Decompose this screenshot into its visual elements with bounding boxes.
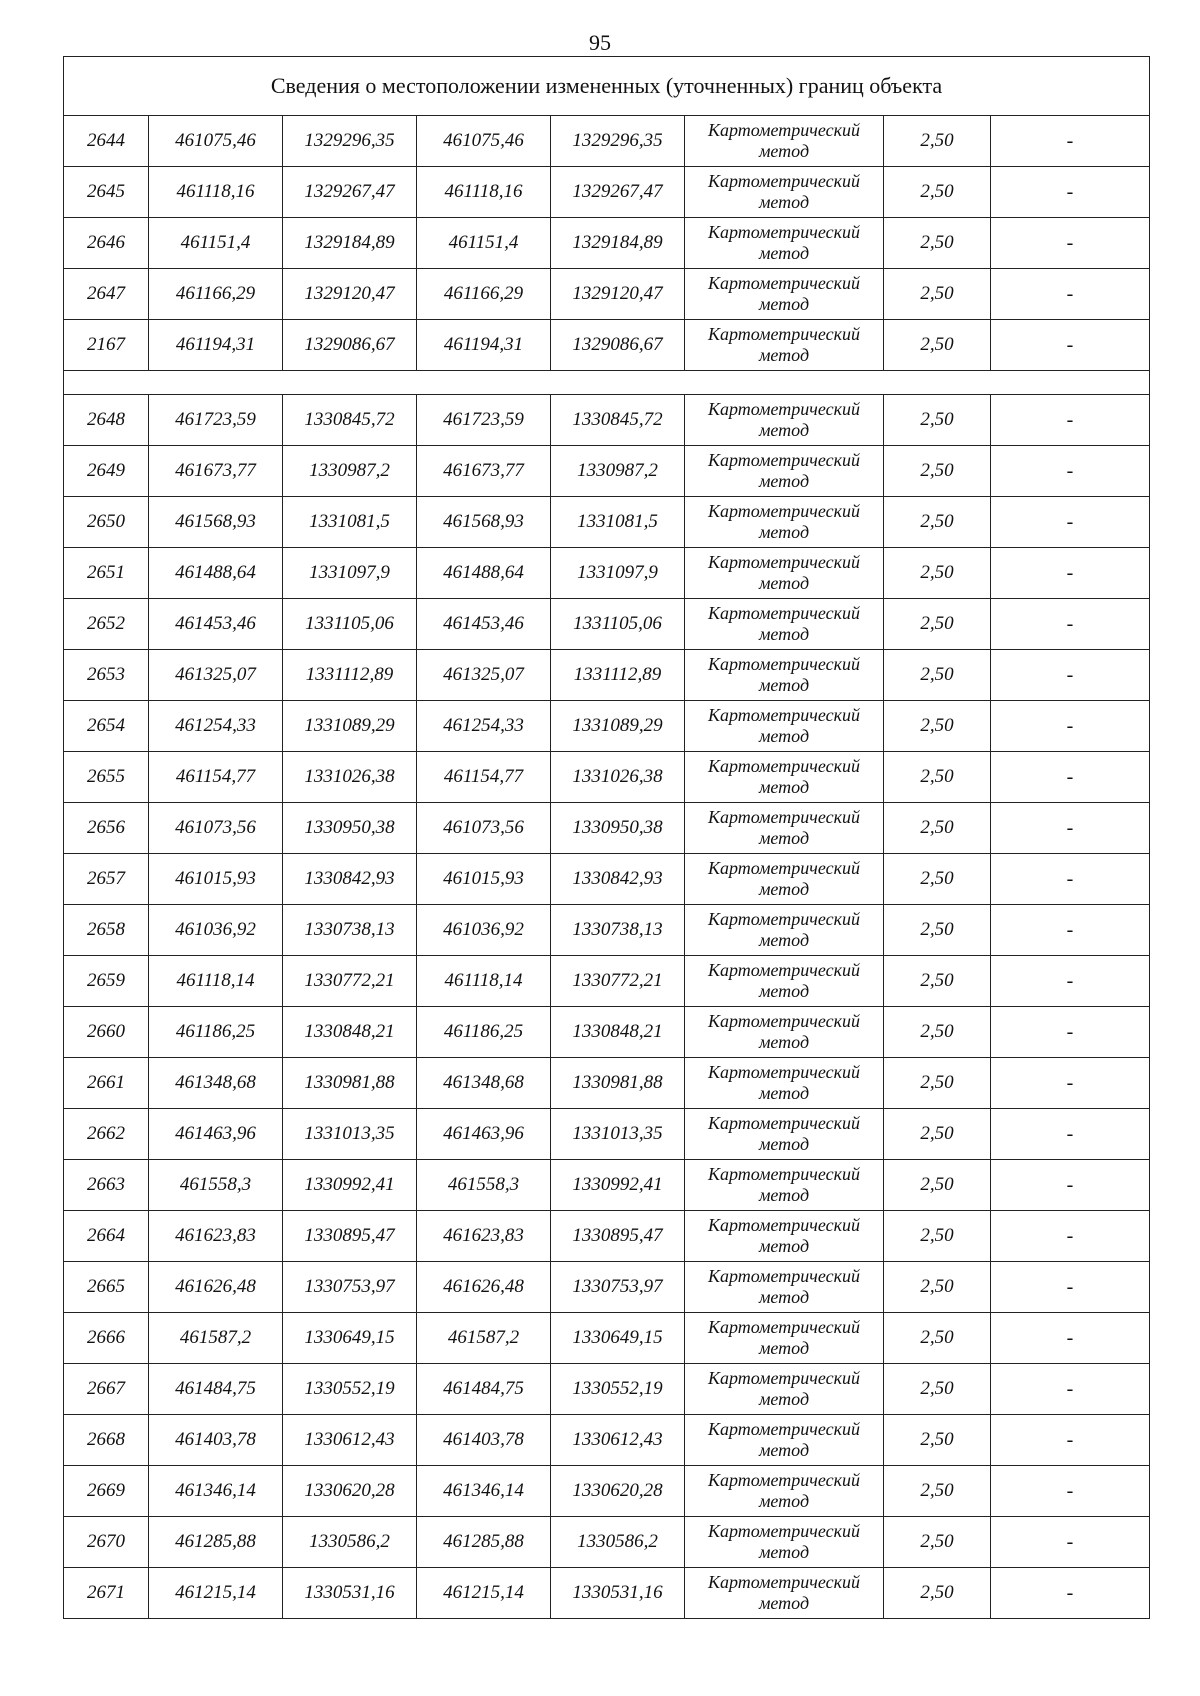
note-cell: - — [991, 1568, 1150, 1619]
refined-y-cell: 1330950,38 — [551, 803, 685, 854]
refined-x-cell: 461285,88 — [417, 1517, 551, 1568]
existing-y-cell: 1330895,47 — [283, 1211, 417, 1262]
point-number-cell: 2651 — [64, 548, 149, 599]
refined-x-cell: 461325,07 — [417, 650, 551, 701]
note-cell: - — [991, 395, 1150, 446]
method-cell: Картометрический метод — [685, 497, 884, 548]
accuracy-cell: 2,50 — [884, 650, 991, 701]
existing-y-cell: 1330753,97 — [283, 1262, 417, 1313]
point-number-cell: 2653 — [64, 650, 149, 701]
point-number-cell: 2654 — [64, 701, 149, 752]
point-number-cell: 2666 — [64, 1313, 149, 1364]
existing-x-cell: 461587,2 — [149, 1313, 283, 1364]
boundary-coordinates-table — [63, 56, 1150, 1619]
method-cell: Картометрический метод — [685, 1211, 884, 1262]
method-cell: Картометрический метод — [685, 1364, 884, 1415]
existing-x-cell: 461151,4 — [149, 218, 283, 269]
refined-y-cell: 1329296,35 — [551, 116, 685, 167]
refined-x-cell: 461673,77 — [417, 446, 551, 497]
existing-y-cell: 1330981,88 — [283, 1058, 417, 1109]
accuracy-cell: 2,50 — [884, 320, 991, 371]
point-number-cell: 2167 — [64, 320, 149, 371]
refined-x-cell: 461626,48 — [417, 1262, 551, 1313]
existing-y-cell: 1330845,72 — [283, 395, 417, 446]
existing-x-cell: 461346,14 — [149, 1466, 283, 1517]
method-cell: Картометрический метод — [685, 854, 884, 905]
method-cell: Картометрический метод — [685, 956, 884, 1007]
note-cell: - — [991, 116, 1150, 167]
refined-x-cell: 461453,46 — [417, 599, 551, 650]
table-row — [64, 446, 1150, 497]
table-row — [64, 752, 1150, 803]
accuracy-cell: 2,50 — [884, 167, 991, 218]
note-cell: - — [991, 1313, 1150, 1364]
table-row — [64, 1262, 1150, 1313]
method-cell: Картометрический метод — [685, 1466, 884, 1517]
refined-x-cell: 461154,77 — [417, 752, 551, 803]
existing-x-cell: 461453,46 — [149, 599, 283, 650]
accuracy-cell: 2,50 — [884, 1568, 991, 1619]
accuracy-cell: 2,50 — [884, 395, 991, 446]
existing-x-cell: 461568,93 — [149, 497, 283, 548]
refined-x-cell: 461215,14 — [417, 1568, 551, 1619]
accuracy-cell: 2,50 — [884, 269, 991, 320]
refined-x-cell: 461488,64 — [417, 548, 551, 599]
section-separator — [64, 371, 1150, 395]
point-number-cell: 2648 — [64, 395, 149, 446]
point-number-cell: 2656 — [64, 803, 149, 854]
point-number-cell: 2647 — [64, 269, 149, 320]
existing-y-cell: 1330950,38 — [283, 803, 417, 854]
note-cell: - — [991, 650, 1150, 701]
refined-x-cell: 461073,56 — [417, 803, 551, 854]
refined-x-cell: 461118,14 — [417, 956, 551, 1007]
method-cell: Картометрический метод — [685, 1415, 884, 1466]
existing-y-cell: 1331112,89 — [283, 650, 417, 701]
table-row — [64, 1313, 1150, 1364]
method-cell: Картометрический метод — [685, 701, 884, 752]
refined-x-cell: 461194,31 — [417, 320, 551, 371]
existing-x-cell: 461073,56 — [149, 803, 283, 854]
refined-x-cell: 461151,4 — [417, 218, 551, 269]
table-row — [64, 803, 1150, 854]
accuracy-cell: 2,50 — [884, 1466, 991, 1517]
point-number-cell: 2649 — [64, 446, 149, 497]
existing-y-cell: 1330738,13 — [283, 905, 417, 956]
existing-y-cell: 1330612,43 — [283, 1415, 417, 1466]
accuracy-cell: 2,50 — [884, 497, 991, 548]
existing-x-cell: 461215,14 — [149, 1568, 283, 1619]
refined-y-cell: 1331089,29 — [551, 701, 685, 752]
method-cell: Картометрический метод — [685, 1109, 884, 1160]
refined-y-cell: 1330895,47 — [551, 1211, 685, 1262]
existing-x-cell: 461403,78 — [149, 1415, 283, 1466]
refined-y-cell: 1330612,43 — [551, 1415, 685, 1466]
existing-x-cell: 461036,92 — [149, 905, 283, 956]
existing-x-cell: 461015,93 — [149, 854, 283, 905]
refined-y-cell: 1329267,47 — [551, 167, 685, 218]
point-number-cell: 2655 — [64, 752, 149, 803]
refined-y-cell: 1330738,13 — [551, 905, 685, 956]
existing-y-cell: 1331089,29 — [283, 701, 417, 752]
point-number-cell: 2646 — [64, 218, 149, 269]
accuracy-cell: 2,50 — [884, 218, 991, 269]
refined-y-cell: 1331013,35 — [551, 1109, 685, 1160]
refined-y-cell: 1331105,06 — [551, 599, 685, 650]
accuracy-cell: 2,50 — [884, 1211, 991, 1262]
accuracy-cell: 2,50 — [884, 1517, 991, 1568]
refined-y-cell: 1330531,16 — [551, 1568, 685, 1619]
table-row — [64, 956, 1150, 1007]
table-row — [64, 701, 1150, 752]
table-title: Сведения о местоположении измененных (уточненных) границ объекта — [64, 57, 1150, 116]
existing-y-cell: 1330772,21 — [283, 956, 417, 1007]
existing-y-cell: 1330649,15 — [283, 1313, 417, 1364]
refined-y-cell: 1330586,2 — [551, 1517, 685, 1568]
refined-y-cell: 1331097,9 — [551, 548, 685, 599]
point-number-cell: 2644 — [64, 116, 149, 167]
existing-x-cell: 461484,75 — [149, 1364, 283, 1415]
accuracy-cell: 2,50 — [884, 1160, 991, 1211]
refined-x-cell: 461348,68 — [417, 1058, 551, 1109]
note-cell: - — [991, 497, 1150, 548]
note-cell: - — [991, 1517, 1150, 1568]
point-number-cell: 2665 — [64, 1262, 149, 1313]
method-cell: Картометрический метод — [685, 218, 884, 269]
method-cell: Картометрический метод — [685, 395, 884, 446]
method-cell: Картометрический метод — [685, 1058, 884, 1109]
point-number-cell: 2652 — [64, 599, 149, 650]
method-cell: Картометрический метод — [685, 905, 884, 956]
refined-y-cell: 1330848,21 — [551, 1007, 685, 1058]
existing-x-cell: 461325,07 — [149, 650, 283, 701]
section-separator-row — [64, 371, 1150, 395]
table-row — [64, 1568, 1150, 1619]
existing-y-cell: 1331013,35 — [283, 1109, 417, 1160]
method-cell: Картометрический метод — [685, 803, 884, 854]
point-number-cell: 2657 — [64, 854, 149, 905]
refined-x-cell: 461558,3 — [417, 1160, 551, 1211]
existing-x-cell: 461623,83 — [149, 1211, 283, 1262]
table-row — [64, 854, 1150, 905]
method-cell: Картометрический метод — [685, 1313, 884, 1364]
refined-y-cell: 1330753,97 — [551, 1262, 685, 1313]
refined-y-cell: 1331081,5 — [551, 497, 685, 548]
existing-x-cell: 461075,46 — [149, 116, 283, 167]
method-cell: Картометрический метод — [685, 1568, 884, 1619]
accuracy-cell: 2,50 — [884, 701, 991, 752]
accuracy-cell: 2,50 — [884, 803, 991, 854]
refined-x-cell: 461623,83 — [417, 1211, 551, 1262]
accuracy-cell: 2,50 — [884, 1364, 991, 1415]
existing-x-cell: 461154,77 — [149, 752, 283, 803]
existing-y-cell: 1329267,47 — [283, 167, 417, 218]
table-row — [64, 1517, 1150, 1568]
accuracy-cell: 2,50 — [884, 1262, 991, 1313]
note-cell: - — [991, 803, 1150, 854]
table-row — [64, 269, 1150, 320]
method-cell: Картометрический метод — [685, 650, 884, 701]
method-cell: Картометрический метод — [685, 320, 884, 371]
accuracy-cell: 2,50 — [884, 548, 991, 599]
table-row — [64, 1415, 1150, 1466]
refined-x-cell: 461186,25 — [417, 1007, 551, 1058]
existing-x-cell: 461254,33 — [149, 701, 283, 752]
point-number-cell: 2659 — [64, 956, 149, 1007]
refined-y-cell: 1330992,41 — [551, 1160, 685, 1211]
refined-x-cell: 461254,33 — [417, 701, 551, 752]
existing-x-cell: 461285,88 — [149, 1517, 283, 1568]
table-row — [64, 905, 1150, 956]
refined-y-cell: 1330772,21 — [551, 956, 685, 1007]
existing-x-cell: 461348,68 — [149, 1058, 283, 1109]
existing-x-cell: 461626,48 — [149, 1262, 283, 1313]
accuracy-cell: 2,50 — [884, 905, 991, 956]
method-cell: Картометрический метод — [685, 1262, 884, 1313]
table-row — [64, 218, 1150, 269]
table-row — [64, 650, 1150, 701]
refined-x-cell: 461568,93 — [417, 497, 551, 548]
accuracy-cell: 2,50 — [884, 446, 991, 497]
point-number-cell: 2660 — [64, 1007, 149, 1058]
method-cell: Картометрический метод — [685, 599, 884, 650]
existing-y-cell: 1330531,16 — [283, 1568, 417, 1619]
existing-y-cell: 1330586,2 — [283, 1517, 417, 1568]
accuracy-cell: 2,50 — [884, 752, 991, 803]
point-number-cell: 2650 — [64, 497, 149, 548]
table-row — [64, 1364, 1150, 1415]
existing-y-cell: 1331081,5 — [283, 497, 417, 548]
method-cell: Картометрический метод — [685, 1160, 884, 1211]
accuracy-cell: 2,50 — [884, 1313, 991, 1364]
existing-y-cell: 1330848,21 — [283, 1007, 417, 1058]
refined-x-cell: 461015,93 — [417, 854, 551, 905]
refined-y-cell: 1329120,47 — [551, 269, 685, 320]
refined-x-cell: 461484,75 — [417, 1364, 551, 1415]
point-number-cell: 2667 — [64, 1364, 149, 1415]
refined-y-cell: 1331026,38 — [551, 752, 685, 803]
table-row — [64, 1160, 1150, 1211]
method-cell: Картометрический метод — [685, 269, 884, 320]
note-cell: - — [991, 167, 1150, 218]
existing-x-cell: 461558,3 — [149, 1160, 283, 1211]
accuracy-cell: 2,50 — [884, 116, 991, 167]
refined-y-cell: 1330620,28 — [551, 1466, 685, 1517]
note-cell: - — [991, 1109, 1150, 1160]
note-cell: - — [991, 701, 1150, 752]
note-cell: - — [991, 1415, 1150, 1466]
note-cell: - — [991, 956, 1150, 1007]
point-number-cell: 2645 — [64, 167, 149, 218]
point-number-cell: 2671 — [64, 1568, 149, 1619]
method-cell: Картометрический метод — [685, 446, 884, 497]
refined-y-cell: 1330649,15 — [551, 1313, 685, 1364]
point-number-cell: 2662 — [64, 1109, 149, 1160]
table-row — [64, 497, 1150, 548]
accuracy-cell: 2,50 — [884, 1415, 991, 1466]
existing-x-cell: 461673,77 — [149, 446, 283, 497]
existing-y-cell: 1329296,35 — [283, 116, 417, 167]
refined-x-cell: 461723,59 — [417, 395, 551, 446]
existing-x-cell: 461166,29 — [149, 269, 283, 320]
existing-x-cell: 461194,31 — [149, 320, 283, 371]
point-number-cell: 2668 — [64, 1415, 149, 1466]
note-cell: - — [991, 1160, 1150, 1211]
method-cell: Картометрический метод — [685, 548, 884, 599]
existing-x-cell: 461186,25 — [149, 1007, 283, 1058]
accuracy-cell: 2,50 — [884, 1007, 991, 1058]
table-row — [64, 395, 1150, 446]
method-cell: Картометрический метод — [685, 1517, 884, 1568]
method-cell: Картометрический метод — [685, 167, 884, 218]
accuracy-cell: 2,50 — [884, 1109, 991, 1160]
method-cell: Картометрический метод — [685, 752, 884, 803]
note-cell: - — [991, 548, 1150, 599]
refined-y-cell: 1330981,88 — [551, 1058, 685, 1109]
existing-y-cell: 1330620,28 — [283, 1466, 417, 1517]
point-number-cell: 2664 — [64, 1211, 149, 1262]
existing-x-cell: 461488,64 — [149, 548, 283, 599]
existing-y-cell: 1331097,9 — [283, 548, 417, 599]
note-cell: - — [991, 1262, 1150, 1313]
table-row — [64, 167, 1150, 218]
table-row — [64, 116, 1150, 167]
table-row — [64, 320, 1150, 371]
refined-y-cell: 1329086,67 — [551, 320, 685, 371]
method-cell: Картометрический метод — [685, 1007, 884, 1058]
note-cell: - — [991, 1058, 1150, 1109]
note-cell: - — [991, 1211, 1150, 1262]
note-cell: - — [991, 218, 1150, 269]
accuracy-cell: 2,50 — [884, 956, 991, 1007]
table-title-row — [64, 57, 1150, 116]
accuracy-cell: 2,50 — [884, 854, 991, 905]
refined-y-cell: 1330842,93 — [551, 854, 685, 905]
refined-x-cell: 461075,46 — [417, 116, 551, 167]
table-row — [64, 1058, 1150, 1109]
refined-x-cell: 461403,78 — [417, 1415, 551, 1466]
refined-x-cell: 461166,29 — [417, 269, 551, 320]
note-cell: - — [991, 1466, 1150, 1517]
table-row — [64, 1007, 1150, 1058]
refined-y-cell: 1331112,89 — [551, 650, 685, 701]
refined-x-cell: 461463,96 — [417, 1109, 551, 1160]
note-cell: - — [991, 599, 1150, 650]
existing-x-cell: 461463,96 — [149, 1109, 283, 1160]
existing-y-cell: 1331026,38 — [283, 752, 417, 803]
note-cell: - — [991, 752, 1150, 803]
existing-y-cell: 1329120,47 — [283, 269, 417, 320]
table-row — [64, 1211, 1150, 1262]
existing-y-cell: 1330987,2 — [283, 446, 417, 497]
refined-x-cell: 461118,16 — [417, 167, 551, 218]
refined-y-cell: 1330552,19 — [551, 1364, 685, 1415]
point-number-cell: 2670 — [64, 1517, 149, 1568]
existing-x-cell: 461118,16 — [149, 167, 283, 218]
table-row — [64, 1109, 1150, 1160]
accuracy-cell: 2,50 — [884, 599, 991, 650]
existing-y-cell: 1329184,89 — [283, 218, 417, 269]
note-cell: - — [991, 269, 1150, 320]
refined-x-cell: 461346,14 — [417, 1466, 551, 1517]
existing-x-cell: 461118,14 — [149, 956, 283, 1007]
note-cell: - — [991, 320, 1150, 371]
note-cell: - — [991, 446, 1150, 497]
existing-x-cell: 461723,59 — [149, 395, 283, 446]
refined-y-cell: 1329184,89 — [551, 218, 685, 269]
table-row — [64, 548, 1150, 599]
accuracy-cell: 2,50 — [884, 1058, 991, 1109]
note-cell: - — [991, 854, 1150, 905]
refined-y-cell: 1330845,72 — [551, 395, 685, 446]
note-cell: - — [991, 1007, 1150, 1058]
table-row — [64, 1466, 1150, 1517]
existing-y-cell: 1330992,41 — [283, 1160, 417, 1211]
note-cell: - — [991, 1364, 1150, 1415]
point-number-cell: 2661 — [64, 1058, 149, 1109]
method-cell: Картометрический метод — [685, 116, 884, 167]
existing-y-cell: 1330552,19 — [283, 1364, 417, 1415]
existing-y-cell: 1329086,67 — [283, 320, 417, 371]
note-cell: - — [991, 905, 1150, 956]
point-number-cell: 2663 — [64, 1160, 149, 1211]
refined-y-cell: 1330987,2 — [551, 446, 685, 497]
point-number-cell: 2669 — [64, 1466, 149, 1517]
refined-x-cell: 461036,92 — [417, 905, 551, 956]
point-number-cell: 2658 — [64, 905, 149, 956]
existing-y-cell: 1331105,06 — [283, 599, 417, 650]
table-row — [64, 599, 1150, 650]
existing-y-cell: 1330842,93 — [283, 854, 417, 905]
page-number: 95 — [589, 30, 611, 55]
refined-x-cell: 461587,2 — [417, 1313, 551, 1364]
